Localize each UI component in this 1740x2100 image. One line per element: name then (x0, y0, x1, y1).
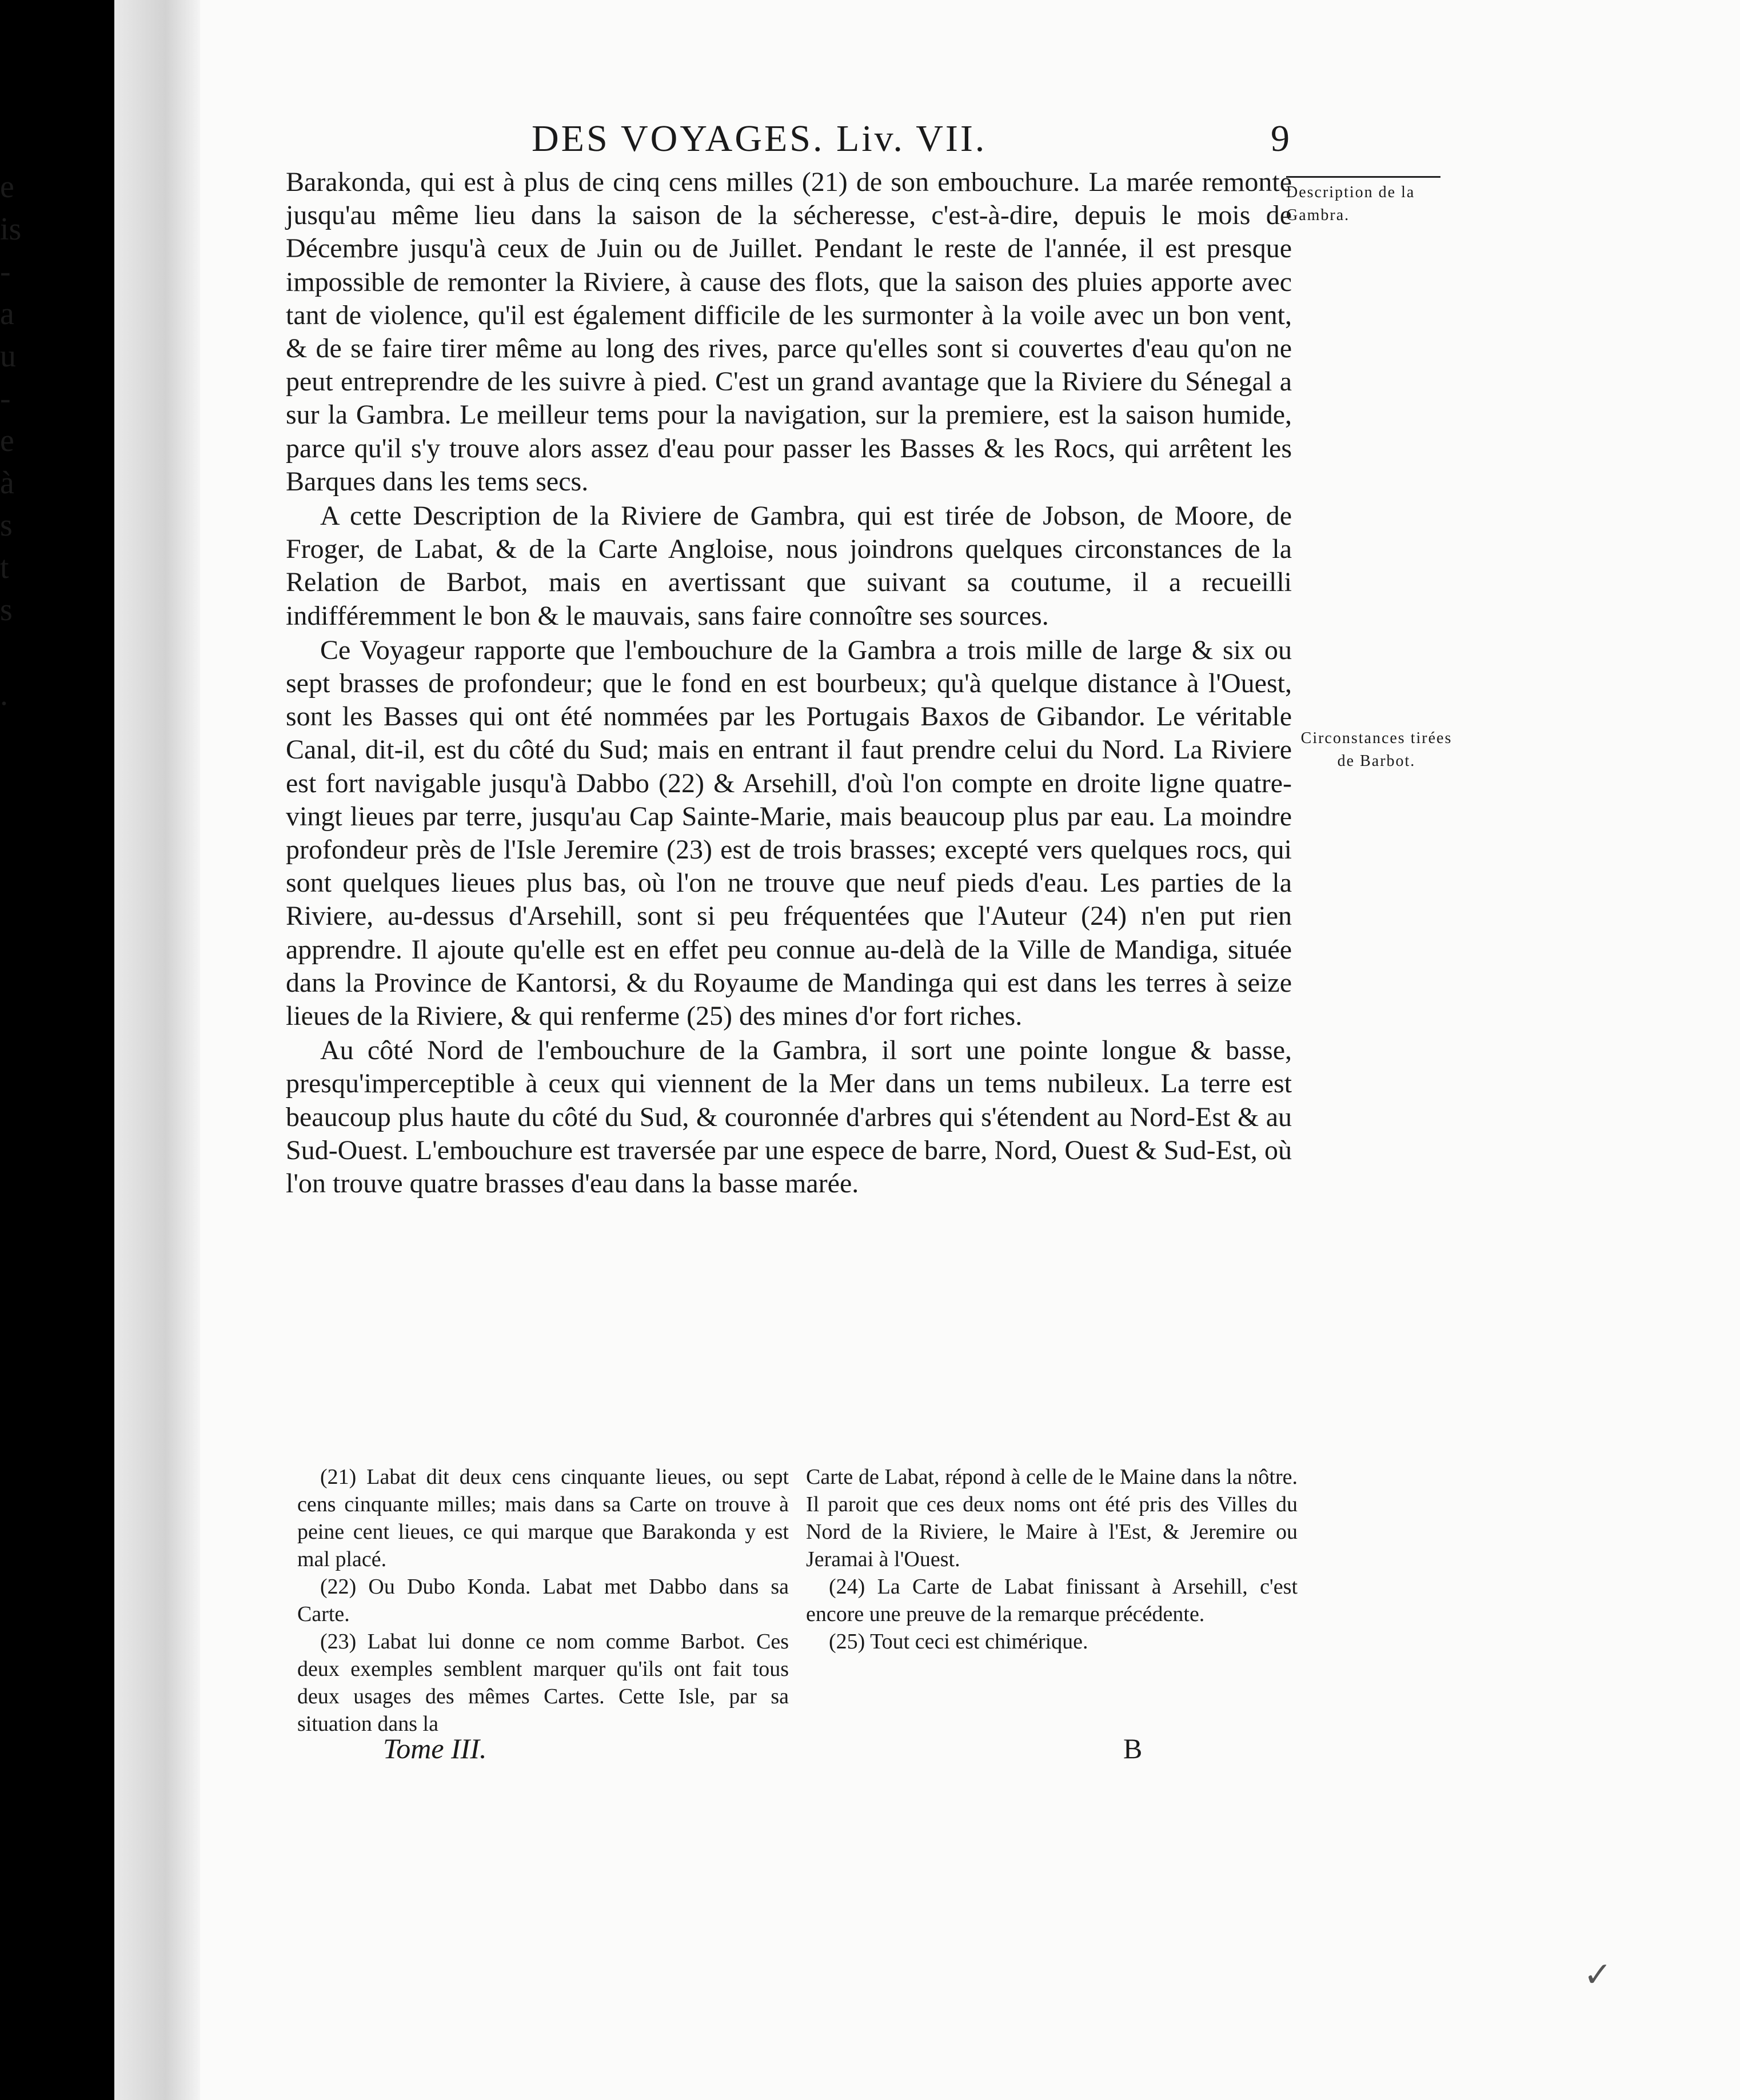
signature-line (383, 1732, 1240, 1772)
running-head: DES VOYAGES. Liv. VII. (532, 118, 987, 159)
fragment-letter: - (0, 254, 11, 289)
previous-page-fragment (0, 166, 40, 716)
sidenote-description: Description de la Gambra. (1286, 176, 1440, 227)
fragment-letter: . (0, 677, 8, 712)
sidenote-circonstances: Circonstances tirées de Barbot. (1300, 729, 1452, 770)
footnotes-right-column (806, 1463, 1298, 1655)
previous-page-edge (114, 0, 200, 2100)
tome-label: Tome III. (383, 1732, 487, 1764)
footnote-25: (25) Tout ceci est chimérique. (829, 1630, 1088, 1654)
fragment-letter: - (0, 381, 11, 416)
footnote-24: (24) La Carte de Labat finissant à Arsehill, c'est encore une preuve de la remarque précédente. (806, 1575, 1298, 1626)
fragment-letter: t (0, 550, 9, 585)
paragraph-4: Au côté Nord de l'embouchure de la Gambra, il sort une pointe longue & basse, presqu'imperceptible à ceux qui viennent de la Mer dans un tems nubileux. La terre est beaucoup plus haute du côté du Sud, & couronnée d'arbres qui s'étendent au Nord-Est & au Sud-Ouest. L'embouchure est traversée par une espece de barre, Nord, Ouest & Sud-Est, où l'on trouve quatre brasses d'eau dans la basse marée. (286, 1035, 1292, 1199)
fragment-letter: u (0, 338, 16, 374)
fragment-letter: e (0, 169, 14, 205)
footnote-23: (23) Labat lui donne ce nom comme Barbot. Ces deux exemples semblent marquer qu'ils ont fait tous deux usages des mêmes Cartes. Cette Isle, par sa situation dans la (297, 1630, 789, 1736)
fragment-letter: s (0, 592, 13, 628)
fragment-letter: a (0, 296, 14, 332)
paragraph-2: A cette Description de la Riviere de Gambra, qui est tirée de Jobson, de Moore, de Froger, de Labat, & de la Carte Angloise, nous joindrons quelques circonstances de la Relation de Barbot, mais en avertissant que suivant sa coutume, il a recueilli indifféremment le bon & le mauvais, sans faire connoître ses sources. (286, 501, 1292, 631)
fragment-letter: e (0, 423, 14, 458)
footnote-23-continued: Carte de Labat, répond à celle de le Maine dans la nôtre. Il paroit que ces deux noms ont été pris des Villes du Nord de la Riviere, le Maire à l'Est, & Jeremire ou Jeramai à l'Ouest. (806, 1465, 1298, 1571)
footnote-21: (21) Labat dit deux cens cinquante lieues, ou sept cens cinquante milles; mais dans sa Carte on trouve à peine cent lieues, ce qui marque que Barakonda y est mal placé. (297, 1465, 789, 1571)
fragment-letter: s (0, 508, 13, 543)
page-number: 9 (1271, 118, 1292, 159)
paragraph-1: Barakonda, qui est à plus de cinq cens milles (21) de son embouchure. La marée remonte jusqu'au même lieu dans la saison de la sécheresse, c'est-à-dire, depuis le mois de Décembre jusqu'à ceux de Juin ou de Juillet. Pendant le reste de l'année, il est presque impossible de remonter la Riviere, à cause des flots, que la saison des pluies apporte avec tant de violence, qu'il est également difficile de les surmonter à la voile avec un bon vent, & de se faire tirer même au long des rives, parce qu'elles sont si couvertes d'eau qu'on ne peut entreprendre de les suivre à pied. C'est un grand avantage que la Riviere du Sénegal a sur la Gambra. Le meilleur tems pour la navigation, sur la premiere, est la saison humide, parce qu'il s'y trouve alors assez d'eau pour passer les Basses & les Rocs, qui arrêtent les Barques dans les tems secs. (286, 167, 1292, 497)
footnotes-left-column (297, 1463, 789, 1738)
fragment-letter: à (0, 465, 14, 501)
fragment-letter (0, 631, 40, 673)
checkmark-icon: ✓ (1583, 1956, 1613, 1994)
signature-letter: B (1123, 1732, 1143, 1764)
main-text (286, 166, 1292, 1201)
fragment-letter: is (0, 211, 22, 247)
paragraph-3: Ce Voyageur rapporte que l'embouchure de la Gambra a trois mille de large & six ou sept brasses de profondeur; que le fond en est bourbeux; qu'à quelque distance à l'Ouest, sont les Basses qui ont été nommées par les Portugais Baxos de Gibandor. Le véritable Canal, dit-il, est du côté du Sud; mais en entrant il faut prendre celui du Nord. La Riviere est fort navigable jusqu'à Dabbo (22) & Arsehill, d'où l'on compte en droite ligne quatre-vingt lieues par terre, jusqu'au Cap Sainte-Marie, mais beaucoup plus par eau. La moindre profondeur près de l'Isle Jeremire (23) est de trois brasses; excepté vers quelques rocs, qui sont quelques lieues plus bas, où l'on ne trouve que neuf pieds d'eau. Les parties de la Riviere, au-dessus d'Arsehill, sont si peu fréquentées que l'Auteur (24) n'en put rien apprendre. Il ajoute qu'elle est en effet peu connue au-delà de la Ville de Mandiga, située dans la Province de Kantorsi, & du Royaume de Mandinga qui est dans les terres à seize lieues de la Riviere, & qui renferme (25) des mines d'or fort riches. (286, 634, 1292, 1032)
footnote-22: (22) Ou Dubo Konda. Labat met Dabbo dans sa Carte. (297, 1575, 789, 1626)
page-header (286, 117, 1292, 163)
